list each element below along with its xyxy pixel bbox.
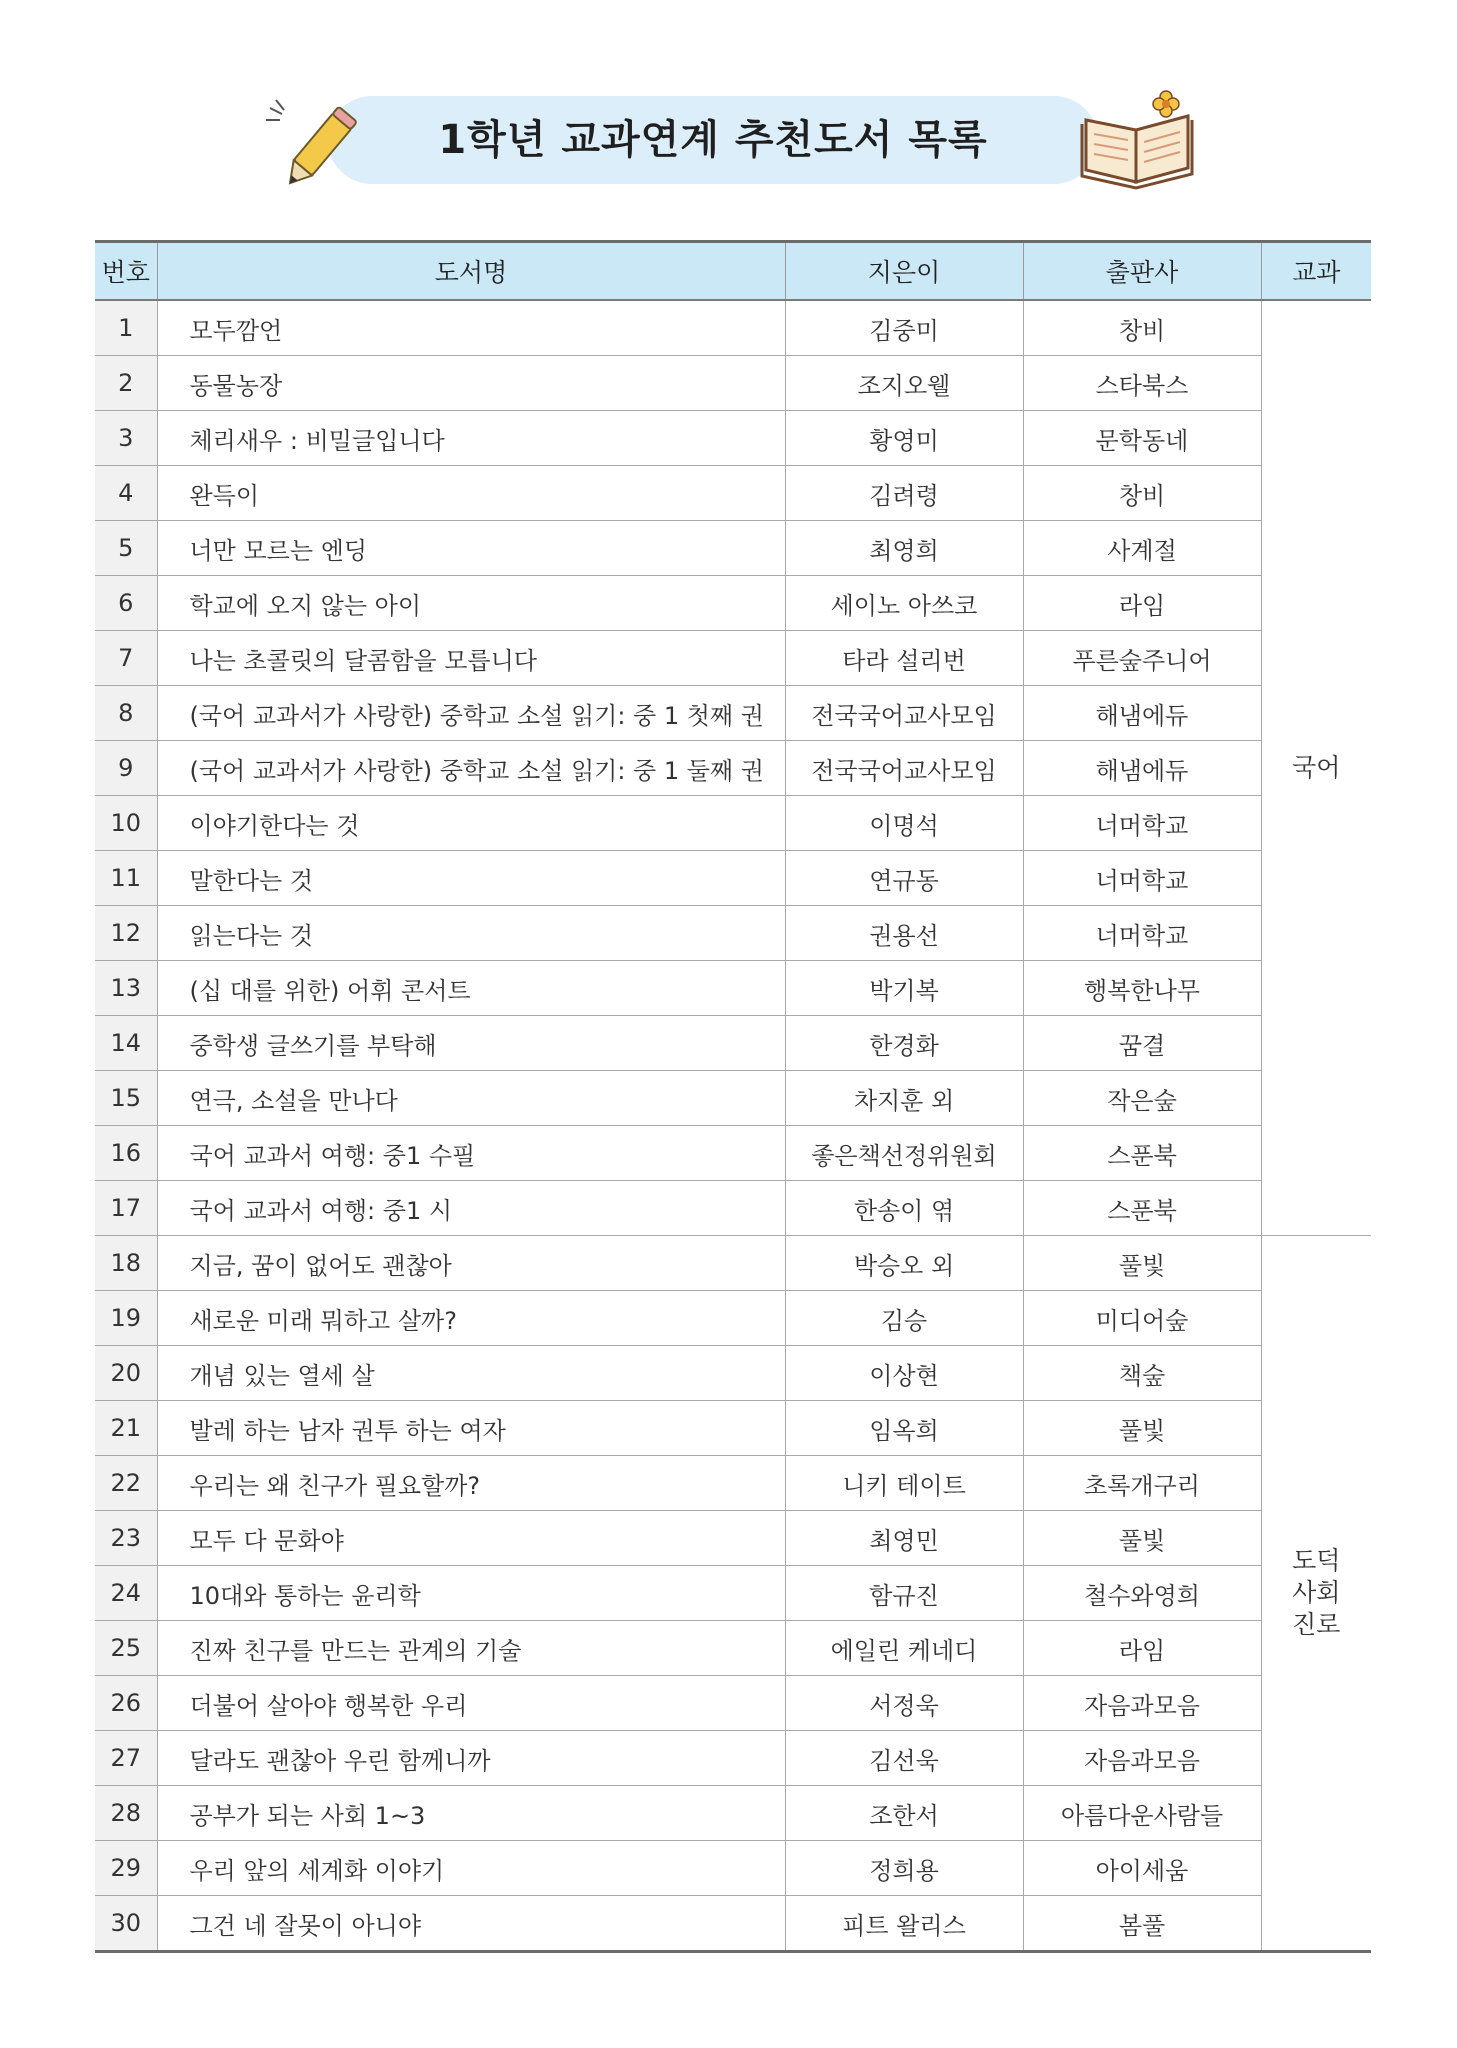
book-publisher: 라임 [1023,1621,1261,1676]
table-row [95,1291,1371,1346]
book-number: 15 [95,1071,157,1126]
book-author: 에일린 케네디 [785,1621,1023,1676]
header-subject: 교과 [1261,242,1371,301]
book-author: 김려령 [785,466,1023,521]
book-publisher: 해냄에듀 [1023,686,1261,741]
book-number: 30 [95,1896,157,1952]
book-publisher: 자음과모음 [1023,1676,1261,1731]
book-author: 좋은책선정위원회 [785,1126,1023,1181]
book-author: 박기복 [785,961,1023,1016]
table-header-row [95,242,1371,301]
book-title: 발레 하는 남자 권투 하는 여자 [157,1401,785,1456]
book-number: 26 [95,1676,157,1731]
book-publisher: 라임 [1023,576,1261,631]
book-title: 진짜 친구를 만드는 관계의 기술 [157,1621,785,1676]
book-publisher: 해냄에듀 [1023,741,1261,796]
book-title: 이야기한다는 것 [157,796,785,851]
book-title: 체리새우 : 비밀글입니다 [157,411,785,466]
book-number: 21 [95,1401,157,1456]
book-author: 김승 [785,1291,1023,1346]
table-row [95,1456,1371,1511]
book-title: 그건 네 잘못이 아니야 [157,1896,785,1952]
book-publisher: 철수와영희 [1023,1566,1261,1621]
book-title: (국어 교과서가 사랑한) 중학교 소설 읽기: 중 1 첫째 권 [157,686,785,741]
table-row [95,521,1371,576]
book-author: 김선욱 [785,1731,1023,1786]
table-row [95,631,1371,686]
table-row [95,1236,1371,1291]
table-row [95,356,1371,411]
book-title: 말한다는 것 [157,851,785,906]
book-author: 한경화 [785,1016,1023,1071]
table-row [95,851,1371,906]
table-row [95,1566,1371,1621]
book-number: 24 [95,1566,157,1621]
book-number: 1 [95,300,157,356]
book-publisher: 너머학교 [1023,906,1261,961]
book-author: 서정욱 [785,1676,1023,1731]
book-number: 8 [95,686,157,741]
book-number: 5 [95,521,157,576]
table-row [95,1126,1371,1181]
table-row [95,1841,1371,1896]
book-number: 18 [95,1236,157,1291]
book-author: 황영미 [785,411,1023,466]
header-book-title: 도서명 [157,242,785,301]
book-number: 13 [95,961,157,1016]
book-author: 타라 설리번 [785,631,1023,686]
book-title: 새로운 미래 뭐하고 살까? [157,1291,785,1346]
book-author: 최영민 [785,1511,1023,1566]
book-number: 22 [95,1456,157,1511]
book-publisher: 책숲 [1023,1346,1261,1401]
table-row [95,1896,1371,1952]
book-publisher: 창비 [1023,300,1261,356]
book-title: 우리 앞의 세계화 이야기 [157,1841,785,1896]
book-title: 너만 모르는 엔딩 [157,521,785,576]
book-author: 조한서 [785,1786,1023,1841]
book-number: 2 [95,356,157,411]
table-row [95,1511,1371,1566]
table-row [95,1346,1371,1401]
book-publisher: 너머학교 [1023,851,1261,906]
book-publisher: 풀빛 [1023,1511,1261,1566]
table-row [95,686,1371,741]
book-author: 박승오 외 [785,1236,1023,1291]
book-author: 연규동 [785,851,1023,906]
book-publisher: 스푼북 [1023,1126,1261,1181]
book-publisher: 스푼북 [1023,1181,1261,1236]
book-list-table [95,240,1371,1953]
book-publisher: 푸른숲주니어 [1023,631,1261,686]
book-title: 국어 교과서 여행: 중1 시 [157,1181,785,1236]
book-author: 피트 왈리스 [785,1896,1023,1952]
book-title: 중학생 글쓰기를 부탁해 [157,1016,785,1071]
book-number: 16 [95,1126,157,1181]
book-number: 4 [95,466,157,521]
book-title: 학교에 오지 않는 아이 [157,576,785,631]
book-author: 전국국어교사모임 [785,741,1023,796]
header-author: 지은이 [785,242,1023,301]
book-publisher: 아이세움 [1023,1841,1261,1896]
book-author: 임옥희 [785,1401,1023,1456]
table-row [95,906,1371,961]
table-row [95,300,1371,356]
book-author: 세이노 아쓰코 [785,576,1023,631]
book-number: 17 [95,1181,157,1236]
table-row [95,961,1371,1016]
table-row [95,466,1371,521]
header-publisher: 출판사 [1023,242,1261,301]
table-row [95,741,1371,796]
book-title: 완득이 [157,466,785,521]
book-number: 9 [95,741,157,796]
book-publisher: 미디어숲 [1023,1291,1261,1346]
book-publisher: 꿈결 [1023,1016,1261,1071]
book-author: 니키 테이트 [785,1456,1023,1511]
book-author: 함규진 [785,1566,1023,1621]
table-row [95,796,1371,851]
book-author: 최영희 [785,521,1023,576]
subject-ethics-society-career [1261,1236,1371,1952]
header-number: 번호 [95,242,157,301]
book-publisher: 초록개구리 [1023,1456,1261,1511]
book-title: 모두 다 문화야 [157,1511,785,1566]
table-row [95,1181,1371,1236]
table-row [95,411,1371,466]
table-row [95,1071,1371,1126]
table-row [95,576,1371,631]
book-title: 나는 초콜릿의 달콤함을 모릅니다 [157,631,785,686]
page-title: 1학년 교과연계 추천도서 목록 [438,117,988,163]
subject-label: 도덕 [1292,1546,1341,1575]
book-publisher: 자음과모음 [1023,1731,1261,1786]
book-number: 19 [95,1291,157,1346]
book-publisher: 봄풀 [1023,1896,1261,1952]
book-title: 동물농장 [157,356,785,411]
book-publisher: 아름다운사람들 [1023,1786,1261,1841]
book-publisher: 창비 [1023,466,1261,521]
book-title: 읽는다는 것 [157,906,785,961]
book-number: 27 [95,1731,157,1786]
book-publisher: 작은숲 [1023,1071,1261,1126]
book-publisher: 풀빛 [1023,1401,1261,1456]
table-row [95,1731,1371,1786]
book-title: 국어 교과서 여행: 중1 수필 [157,1126,785,1181]
book-author: 차지훈 외 [785,1071,1023,1126]
book-author: 조지오웰 [785,356,1023,411]
book-number: 10 [95,796,157,851]
book-number: 23 [95,1511,157,1566]
book-publisher: 너머학교 [1023,796,1261,851]
book-publisher: 사계절 [1023,521,1261,576]
book-number: 14 [95,1016,157,1071]
book-title: 개념 있는 열세 살 [157,1346,785,1401]
book-number: 12 [95,906,157,961]
book-publisher: 스타북스 [1023,356,1261,411]
book-author: 한송이 엮 [785,1181,1023,1236]
book-author: 정희용 [785,1841,1023,1896]
subject-label: 진로 [1292,1610,1341,1639]
table-row [95,1786,1371,1841]
book-title: 연극, 소설을 만나다 [157,1071,785,1126]
book-publisher: 풀빛 [1023,1236,1261,1291]
book-author: 이상현 [785,1346,1023,1401]
subject-korean: 국어 [1261,300,1371,1236]
book-number: 7 [95,631,157,686]
book-number: 29 [95,1841,157,1896]
book-title: 공부가 되는 사회 1~3 [157,1786,785,1841]
subject-label: 사회 [1292,1578,1341,1607]
book-number: 11 [95,851,157,906]
book-title: 10대와 통하는 윤리학 [157,1566,785,1621]
book-publisher: 행복한나무 [1023,961,1261,1016]
book-author: 김중미 [785,300,1023,356]
table-row [95,1401,1371,1456]
table-row [95,1621,1371,1676]
book-title: 모두깜언 [157,300,785,356]
book-number: 20 [95,1346,157,1401]
book-title: 지금, 꿈이 없어도 괜찮아 [157,1236,785,1291]
book-title: 더불어 살아야 행복한 우리 [157,1676,785,1731]
book-author: 권용선 [785,906,1023,961]
book-number: 3 [95,411,157,466]
book-title: 달라도 괜찮아 우린 함께니까 [157,1731,785,1786]
book-title: (십 대를 위한) 어휘 콘서트 [157,961,785,1016]
book-number: 28 [95,1786,157,1841]
book-number: 25 [95,1621,157,1676]
book-author: 이명석 [785,796,1023,851]
table-row [95,1016,1371,1071]
table-row [95,1676,1371,1731]
book-author: 전국국어교사모임 [785,686,1023,741]
book-title: 우리는 왜 친구가 필요할까? [157,1456,785,1511]
book-publisher: 문학동네 [1023,411,1261,466]
book-number: 6 [95,576,157,631]
book-title: (국어 교과서가 사랑한) 중학교 소설 읽기: 중 1 둘째 권 [157,741,785,796]
